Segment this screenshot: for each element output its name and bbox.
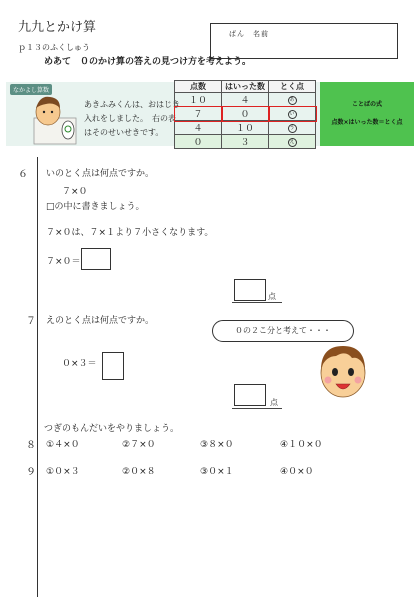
q8-item-1: ①４×０ [46,440,80,450]
question-number-9: ９ [26,467,36,478]
q9-item-3: ③０×１ [200,467,234,477]
practice-intro: つぎのもんだいをやりましょう。 [44,424,180,434]
q9-item-2: ②０×８ [122,467,156,477]
circled-label: い [289,111,295,117]
q9-item-4: ④０×０ [280,467,314,477]
q6-hint: ７×０は、７×１より７小さくなります。 [46,228,214,238]
q7-equation: ０×３＝ [62,359,97,369]
q7-unit: 点 [270,398,278,407]
table-row [175,135,316,149]
table-cell: ７ [175,107,222,121]
q6-question: いのとく点は何点ですか。 [46,169,155,179]
q6-answer-box[interactable] [81,248,111,270]
story-line-3: はそのせいせきです。 [84,128,164,137]
circled-label: え [289,139,295,145]
margin-line [37,157,38,597]
col-header-points: 点数 [175,81,222,93]
question-number-8: ８ [26,440,36,451]
goal-text: めあて ０のかけ算の答えの見つけ方を考えよう。 [44,57,252,67]
speech-bubble: ０の２こ分と考えて・・・ [212,320,354,342]
q8-item-4: ④１０×０ [280,440,323,450]
boy-face-illustration [314,340,372,402]
table-cell: ４ [222,93,269,107]
table-cell [269,135,316,149]
name-box-label: ばん 名前 [229,30,269,38]
q7-score-box[interactable] [234,384,266,406]
table-row [175,121,316,135]
table-cell: ０ [222,107,269,121]
col-header-score: とく点 [269,81,316,93]
q6-instruction: □の中に書きましょう。 [46,202,145,212]
table-header-row [175,81,316,93]
q8-item-2: ②７×０ [122,440,156,450]
table-cell: ０ [175,135,222,149]
circled-label: う [289,125,295,131]
q6-expression: ７×０ [62,187,88,197]
table-cell: １０ [222,121,269,135]
story-line-1: あきふみくんは、おはじき [84,100,180,109]
question-number-7: ７ [26,316,36,327]
story-line-2: 入れをしました。 右の表 [84,114,176,123]
boy-illustration [30,92,80,146]
table-cell: ３ [222,135,269,149]
table-cell: ４ [175,121,222,135]
subtitle: ｐ１３のふくしゅう [18,43,90,52]
q8-item-3: ③８×０ [200,440,234,450]
q6-unit: 点 [268,292,276,301]
q7-question: えのとく点は何点ですか。 [46,316,155,326]
circled-label: あ [289,97,295,103]
q7-answer-box[interactable] [102,352,124,380]
banner-tag: なかよし算数 [10,84,52,95]
table-cell [269,93,316,107]
word-formula-title: ことばの式 [351,101,382,108]
q6-equation: ７×０＝ [46,257,81,267]
q6-score-box[interactable] [234,279,266,301]
table-cell: １０ [175,93,222,107]
table-cell [269,107,316,121]
table-row [175,93,316,107]
word-formula-panel [320,82,414,146]
score-table [174,80,316,149]
page-title: 九九とかけ算 [18,20,97,35]
q9-item-1: ①０×３ [46,467,80,477]
table-row [175,107,316,121]
col-header-count: はいった数 [222,81,269,93]
question-number-6: ６ [18,169,28,180]
table-cell [269,121,316,135]
q6-underline [232,302,282,303]
word-formula: 点数×はいった数＝とく点 [331,119,403,126]
q7-underline [232,408,282,409]
